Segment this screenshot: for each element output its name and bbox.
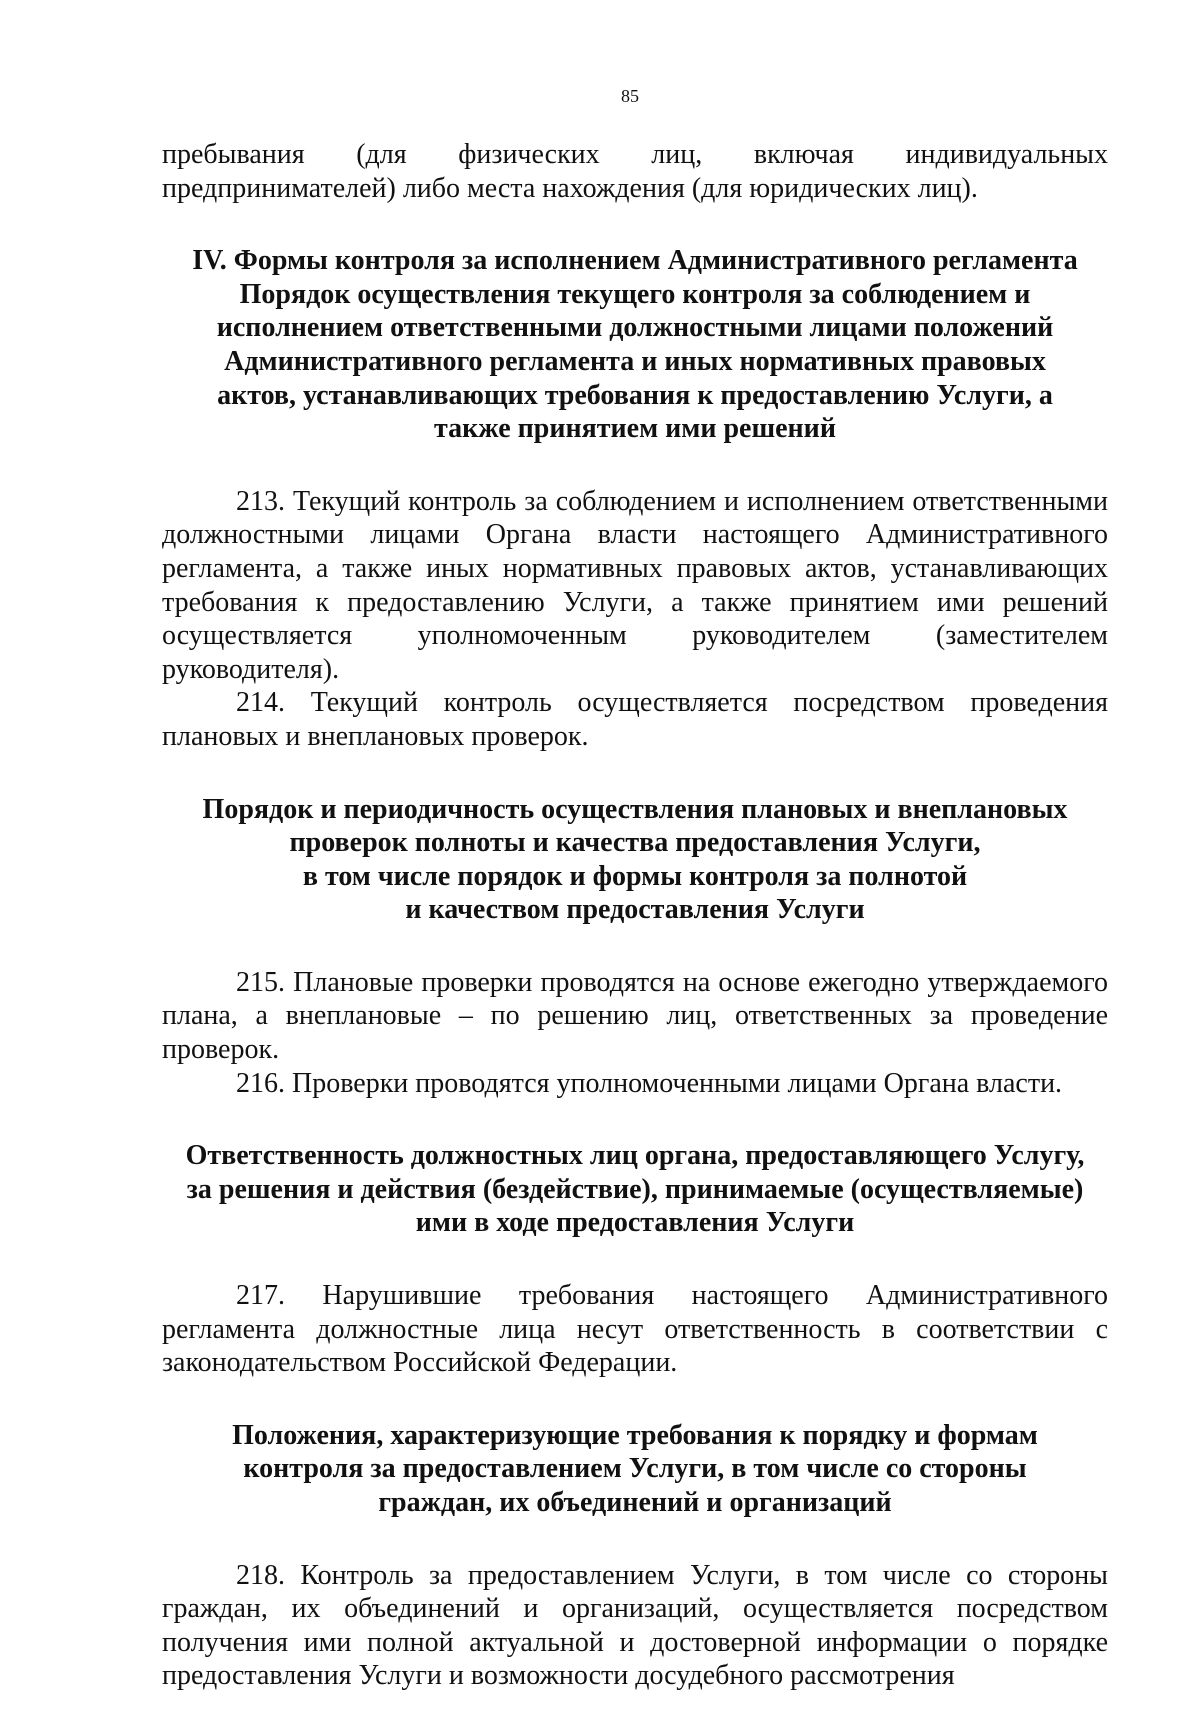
section-heading-line: исполнением ответственными должностными лицами положений — [216, 312, 1054, 344]
section-heading-line: за решения и действия (бездействие), принимаемые (осуществляемые) — [186, 1173, 1084, 1205]
section-heading-line: граждан, их объединений и организаций — [378, 1487, 892, 1518]
section-heading — [162, 244, 1108, 446]
section-heading-line: актов, устанавливающих требования к предоставлению Услуги, а — [217, 379, 1053, 411]
spacer — [162, 205, 1108, 244]
section-heading — [162, 1139, 1108, 1240]
spacer — [162, 1380, 1108, 1419]
spacer — [162, 1520, 1108, 1559]
section-heading-line: и качеством предоставления Услуги — [405, 894, 865, 926]
section-heading-line: в том числе порядок и формы контроля за полнотой — [302, 860, 968, 892]
spacer — [162, 754, 1108, 793]
spacer — [162, 1100, 1108, 1139]
section-heading-line: IV. Формы контроля за исполнением Административного регламента — [192, 245, 1078, 277]
section-heading — [162, 793, 1108, 927]
section-heading-line: Положения, характеризующие требования к порядку и формам — [232, 1419, 1038, 1451]
spacer — [162, 446, 1108, 485]
section-heading-line: Порядок осуществления текущего контроля за соблюдением и — [239, 278, 1031, 310]
section-heading-line: проверок полноты и качества предоставления Услуги, — [289, 827, 981, 859]
section-heading-line: Административного регламента и иных нормативных правовых — [224, 345, 1046, 377]
section-heading-line: Порядок и периодичность осуществления плановых и внеплановых — [202, 793, 1068, 825]
section-heading-line: Ответственность должностных лиц органа, предоставляющего Услугу, — [185, 1140, 1085, 1172]
paragraph: 215. Плановые проверки проводятся на основе ежегодно утверждаемого плана, а внеплановые – по решению лиц, ответственных за проведение проверок. — [162, 966, 1108, 1066]
paragraph: 213. Текущий контроль за соблюдением и исполнением ответственными должностными лицами Органа власти настоящего Административного регламента, а также иных нормативных правовых актов, устанавливающих требования к предоставлению Услуги, а также принятием ими решений осуществляется уполномоченным руководителем (заместителем руководителя). — [162, 485, 1108, 685]
spacer — [162, 1240, 1108, 1279]
section-heading-line: ими в ходе предоставления Услуги — [415, 1207, 855, 1239]
paragraph: 217. Нарушившие требования настоящего Административного регламента должностные лица несут ответственность в соответствии с законодательством Российской Федерации. — [162, 1280, 1108, 1379]
paragraph: пребывания (для физических лиц, включая индивидуальных предпринимателей) либо места нахождения (для юридических лиц). — [162, 139, 1108, 204]
paragraph: 216. Проверки проводятся уполномоченными лицами Органа власти. — [236, 1067, 1063, 1099]
page-number: 85 — [621, 86, 639, 106]
spacer — [162, 927, 1108, 966]
section-heading-line: также принятием ими решений — [434, 413, 836, 445]
section-heading — [162, 1419, 1108, 1520]
paragraph: 214. Текущий контроль осуществляется посредством проведения плановых и внеплановых проверок. — [162, 687, 1108, 752]
paragraph: 218. Контроль за предоставлением Услуги, в том числе со стороны граждан, их объединений и организаций, осуществляется посредством получения ими полной актуальной и достоверной информации о порядке предоставления Услуги и возможности досудебного рассмотрения — [162, 1559, 1108, 1692]
document-body — [162, 138, 1108, 1693]
section-heading-line: контроля за предоставлением Услуги, в том числе со стороны — [243, 1453, 1027, 1485]
